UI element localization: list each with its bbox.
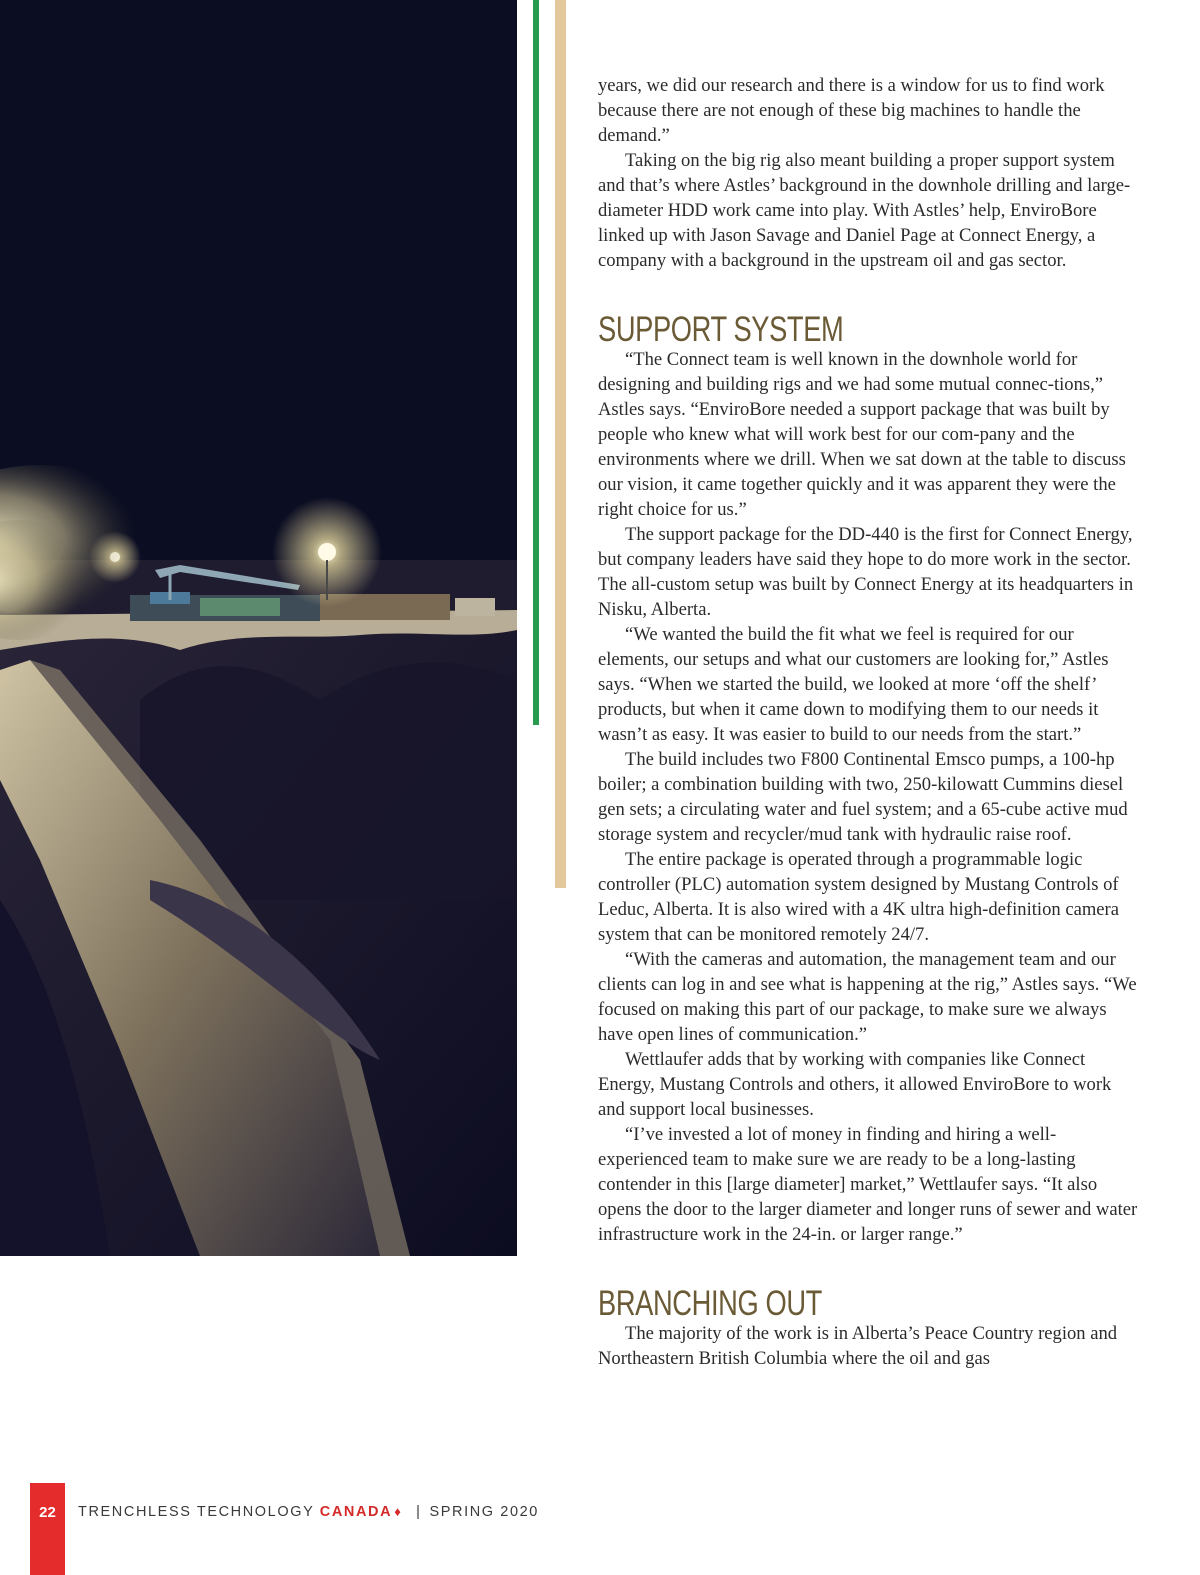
article-paragraph: years, we did our research and there is a window for us to find work because there are not enough of these big machines to handle the demand.”: [598, 75, 1105, 146]
article-paragraph: “We wanted the build the fit what we feel is required for our elements, our setups and what our customers are looking for,” Astles says. “When we started the build, we looked at more ‘off the shelf’ products, but when it came down to modifying them to our needs it wasn’t as easy. It was easier to build to our needs from the start.”: [598, 624, 1109, 745]
page-number: 22: [39, 1504, 56, 1521]
night-drill-site-image: [0, 0, 517, 1256]
article-paragraph: “I’ve invested a lot of money in finding and hiring a well-experienced team to make sure we are ready to be a long-lasting contender in this [large diameter] market,” Wettlaufer says. “It also opens the door to the larger diameter and longer runs of sewer and water infrastructure work in the 24-in. or larger range.”: [598, 1124, 1138, 1245]
publication-name: TRENCHLESS TECHNOLOGY: [78, 1504, 315, 1520]
page-number-tab: [30, 1483, 65, 1575]
article-paragraph: “With the cameras and automation, the management team and our clients can log in and see what is happening at the rig,” Astles says. “We focused on making this part of our package, to make sure we always have open lines of communication.”: [598, 949, 1137, 1045]
article-paragraph: The majority of the work is in Alberta’s Peace Country region and Northeastern British Columbia where the oil and gas: [598, 1323, 1118, 1369]
article-paragraph: The build includes two F800 Continental Emsco pumps, a 100-hp boiler; a combination building with two, 250-kilowatt Cummins diesel gen sets; a circulating water and fuel system; and a 65-cube active mud storage system and recycler/mud tank with hydraulic raise roof.: [598, 749, 1128, 845]
article-paragraph: “The Connect team is well known in the downhole world for designing and building rigs and we had some mutual connec-tions,” Astles says. “EnviroBore needed a support package that was built by people who knew what will work best for our com-pany and the environments where we drill. When we sat down at the table to discuss our vision, it came together quickly and it was apparent they were the right choice for us.”: [598, 349, 1126, 520]
section-heading-support-system: SUPPORT SYSTEM: [598, 310, 844, 349]
green-accent-rule: [533, 0, 539, 725]
article-body: [598, 73, 1138, 1371]
article-photo: [0, 0, 517, 1256]
section-heading-branching-out: BRANCHING OUT: [598, 1284, 822, 1323]
article-paragraph: The support package for the DD-440 is the first for Connect Energy, but company leaders have said they hope to do more work in the sector. The all-custom setup was built by Connect Energy at its headquarters in Nisku, Alberta.: [598, 524, 1134, 620]
footer-publication-line: [78, 1504, 539, 1520]
footer-separator: |: [416, 1504, 422, 1520]
tan-accent-rule: [555, 0, 566, 888]
article-paragraph: The entire package is operated through a programmable logic controller (PLC) automation system designed by Mustang Controls of Leduc, Alberta. It is also wired with a 4K ultra high-definition camera system that can be monitored remotely 24/7.: [598, 849, 1119, 945]
article-paragraph: Taking on the big rig also meant building a proper support system and that’s where Astles’ background in the downhole drilling and large-diameter HDD work came into play. With Astles’ help, EnviroBore linked up with Jason Savage and Daniel Page at Connect Energy, a company with a background in the upstream oil and gas sector.: [598, 150, 1131, 271]
maple-leaf-icon: ♦: [394, 1504, 403, 1519]
issue-date: SPRING 2020: [429, 1504, 539, 1520]
publication-country: CANADA: [319, 1504, 393, 1520]
article-paragraph: Wettlaufer adds that by working with companies like Connect Energy, Mustang Controls and others, it allowed EnviroBore to work and support local businesses.: [598, 1049, 1112, 1120]
